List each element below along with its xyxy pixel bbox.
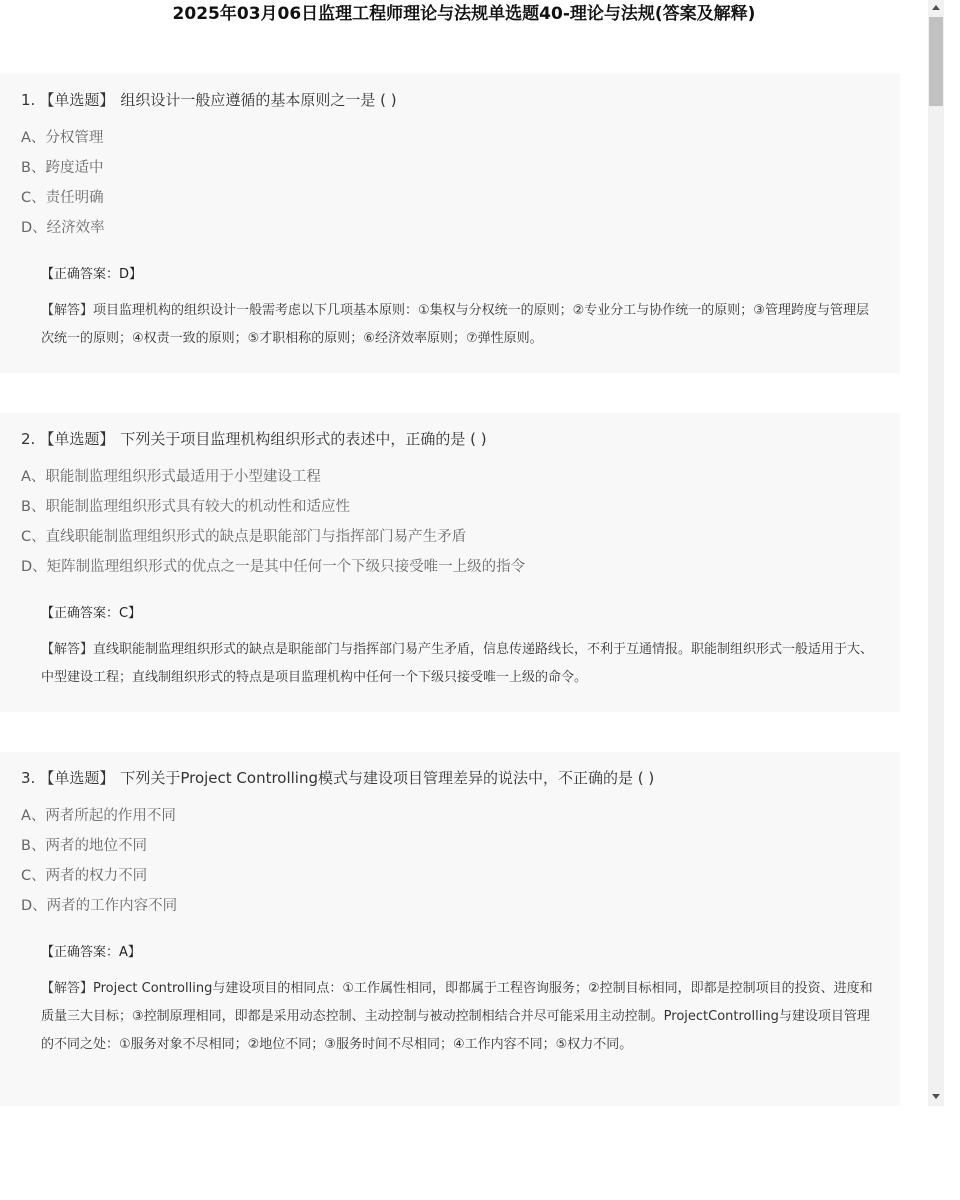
option-c: C、责任明确 [21, 190, 104, 206]
question-stem [21, 427, 487, 451]
question-text: 组织设计一般应遵循的基本原则之一是 ( ) [120, 91, 397, 109]
question-number: 1. [21, 91, 36, 109]
question-text: 下列关于Project Controlling模式与建设项目管理差异的说法中，不正确的是 ( ) [120, 769, 655, 787]
question-card-3 [0, 752, 900, 1106]
option-c: C、两者的权力不同 [21, 868, 148, 884]
correct-answer: 【正确答案：A】 [41, 945, 141, 960]
option-d: D、两者的工作内容不同 [21, 898, 178, 914]
question-text: 下列关于项目监理机构组织形式的表述中，正确的是 ( ) [120, 430, 487, 448]
answer-explanation: 【解答】直线职能制监理组织形式的缺点是职能部门与指挥部门易产生矛盾，信息传递路线长，不利于互通情报。职能制组织形式一般适用于大、中型建设工程；直线制组织形式的特点是项目监理机构中任何一个下级只接受唯一上级的命令。 [41, 642, 874, 685]
answer-explanation: 【解答】项目监理机构的组织设计一般需考虑以下几项基本原则：①集权与分权统一的原则；②专业分工与协作统一的原则；③管理跨度与管理层次统一的原则；④权责一致的原则；⑤才职相称的原则；⑥经济效率原则；⑦弹性原则。 [41, 303, 869, 346]
option-b: B、两者的地位不同 [21, 838, 147, 854]
option-b: B、跨度适中 [21, 160, 104, 176]
question-number: 3. [21, 769, 36, 787]
option-b: B、职能制监理组织形式具有较大的机动性和适应性 [21, 499, 350, 515]
question-card-2 [0, 413, 900, 712]
answer-explanation: 【解答】Project Controlling与建设项目的相同点：①工作属性相同，即都属于工程咨询服务；②控制目标相同，即都是控制项目的投资、进度和质量三大目标；③控制原理相同，即都是采用动态控制、主动控制与被动控制相结合并尽可能采用主动控制。ProjectControlling与建设项目管理的不同之处：①服务对象不尽相同；②地位不同；③服务时间不尽相同；④工作内容不同；⑤权力不同。 [41, 981, 873, 1052]
scroll-down-icon[interactable] [928, 1088, 944, 1104]
option-list [21, 462, 525, 582]
option-a: A、两者所起的作用不同 [21, 808, 176, 824]
question-type: 【单选题】 [39, 91, 115, 109]
question-card-1 [0, 74, 900, 373]
option-list [21, 801, 177, 921]
question-type: 【单选题】 [39, 769, 115, 787]
option-c: C、直线职能制监理组织形式的缺点是职能部门与指挥部门易产生矛盾 [21, 529, 467, 545]
scrollbar-thumb[interactable] [929, 17, 943, 106]
vertical-scrollbar[interactable] [928, 0, 944, 1106]
correct-answer: 【正确答案：C】 [41, 606, 142, 621]
option-d: D、矩阵制监理组织形式的优点之一是其中任何一个下级只接受唯一上级的指令 [21, 559, 526, 575]
scroll-up-icon[interactable] [928, 0, 944, 16]
question-stem [21, 766, 654, 790]
question-stem [21, 88, 397, 112]
option-a: A、分权管理 [21, 130, 104, 146]
option-d: D、经济效率 [21, 220, 105, 236]
option-a: A、职能制监理组织形式最适用于小型建设工程 [21, 469, 321, 485]
question-number: 2. [21, 430, 36, 448]
correct-answer: 【正确答案：D】 [41, 267, 143, 282]
option-list [21, 123, 105, 243]
question-type: 【单选题】 [39, 430, 115, 448]
page-title: 2025年03月06日监理工程师理论与法规单选题40-理论与法规(答案及解释) [172, 4, 756, 24]
